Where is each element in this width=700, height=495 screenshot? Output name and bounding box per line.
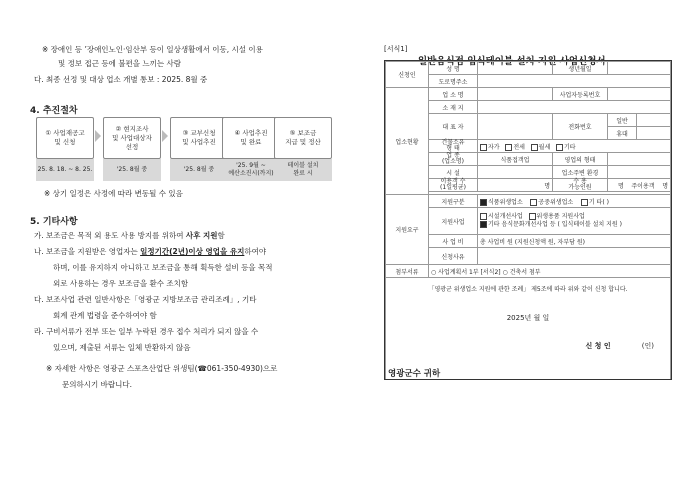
phone-mobile-label: 휴대 bbox=[608, 127, 637, 140]
seal-mark: (인) bbox=[641, 342, 654, 350]
rep-label: 대 표 자 bbox=[429, 114, 478, 140]
capacity-field[interactable]: 명 주이용객 명 bbox=[608, 179, 671, 192]
own-option[interactable]: 전세 bbox=[505, 144, 525, 151]
step-arrow-icon bbox=[95, 130, 101, 142]
step-date: '25. 8월 중 bbox=[170, 159, 228, 181]
biz-no-field[interactable] bbox=[608, 88, 671, 101]
declaration-text: 「영광군 위생업소 지원에 관한 조례」 제5조에 따라 위와 같이 신청 합니다. bbox=[428, 286, 628, 293]
sup-type-option[interactable]: 식품위생업소 bbox=[480, 199, 523, 206]
sup-type-label: 지원구분 bbox=[429, 195, 478, 208]
note-disability: ※ 장애인 등 ’장애인노인·임산부 등이 일상생활에서 이동, 시설 이용 bbox=[42, 45, 263, 54]
industry-label: 업 종 (업소명) bbox=[429, 153, 478, 166]
checkbox-checked-icon bbox=[480, 199, 487, 206]
checkbox-icon bbox=[505, 144, 512, 151]
applicant-header: 신청인 bbox=[386, 62, 429, 88]
checkbox-checked-icon bbox=[480, 221, 487, 228]
item-na-line3: 외로 사용하는 경우 보조금을 환수 조치함 bbox=[53, 279, 189, 288]
form-label: [서식1] bbox=[384, 45, 408, 53]
biz-no-label: 사업자등록번호 bbox=[553, 88, 608, 101]
item-na: 나. 보조금을 지원받은 영업자는 일정기간(2년)이상 영업을 유지하여야 bbox=[34, 247, 267, 256]
own-option[interactable]: 월세 bbox=[531, 144, 551, 151]
section4-title: 4. 추진절차 bbox=[30, 106, 78, 116]
application-form bbox=[384, 60, 672, 380]
contact-note-line2: 문의하시기 바랍니다. bbox=[62, 380, 132, 389]
dob-label: 생년월일 bbox=[553, 62, 608, 75]
ownership-label: 건물소유 형 태 bbox=[429, 140, 478, 153]
addressee: 영광군수 귀하 bbox=[388, 369, 441, 379]
contact-note: ※ 자세한 사항은 영광군 스포츠산업단 위생팀(☎061-350-4930)으로 bbox=[46, 364, 278, 373]
form-table bbox=[385, 61, 671, 379]
shop-name-label: 업 소 명 bbox=[429, 88, 478, 101]
checkbox-icon bbox=[531, 144, 538, 151]
schedule-footnote: ※ 상기 일정은 사정에 따라 변동될 수 있음 bbox=[44, 189, 183, 198]
form-title: 일반음식점 입식테이블 설치 지원 사업신청서 bbox=[418, 56, 606, 67]
note-final-selection: 다. 최종 선정 및 대상 업소 개별 통보 : 2025. 8월 중 bbox=[34, 75, 208, 84]
reason-label: 신청사유 bbox=[429, 248, 478, 265]
phone-general-field[interactable] bbox=[637, 114, 671, 127]
biz-type-label: 영업의 형태 bbox=[553, 153, 608, 166]
sup-biz-options bbox=[478, 208, 671, 235]
location-field[interactable] bbox=[478, 101, 671, 114]
fac-status-field[interactable] bbox=[608, 166, 671, 179]
checkbox-icon bbox=[480, 213, 487, 220]
step-date: 25. 8. 18. ~ 8. 25. bbox=[36, 159, 94, 181]
signer-line: 신 청 인 (인) bbox=[585, 342, 654, 350]
fac-status-label: 업소주변 환경 bbox=[553, 166, 608, 179]
phone-label: 전화번호 bbox=[553, 114, 608, 140]
facility-field[interactable] bbox=[478, 166, 553, 179]
checkbox-icon bbox=[556, 144, 563, 151]
sup-biz-option[interactable]: 위생용품 지원사업 bbox=[529, 213, 585, 220]
declaration-block bbox=[386, 278, 671, 380]
rep-field[interactable] bbox=[478, 114, 553, 140]
item-da: 다. 보조사업 관련 일반사항은「영광군 지방보조금 관리조례」, 기타 bbox=[34, 295, 257, 304]
item-ra: 라. 구비서류가 전부 또는 일부 누락된 경우 접수 처리가 되지 않을 수 bbox=[34, 327, 259, 336]
step-label: ① 사업재공고 및 신청 bbox=[36, 117, 94, 159]
facility-label: 시 설 bbox=[429, 166, 478, 179]
docs-value: ○ 사업계획서 1부 [서식2] ○ 건축서 첨부 bbox=[429, 265, 671, 278]
sup-type-option[interactable]: 공중위생업소 bbox=[530, 199, 573, 206]
sup-biz-option[interactable]: 시설개선사업 bbox=[480, 213, 523, 220]
section5-title: 5. 기타사항 bbox=[30, 217, 78, 227]
location-label: 소 재 지 bbox=[429, 101, 478, 114]
sup-biz-label: 지원사업 bbox=[429, 208, 478, 235]
cost-field[interactable]: 총 사업비 원 (지원신청액 원, 자부담 원) bbox=[478, 235, 671, 248]
checkbox-icon bbox=[529, 213, 536, 220]
business-header: 업소현황 bbox=[386, 88, 429, 195]
docs-label: 첨부서류 bbox=[386, 265, 429, 278]
biz-type-field[interactable] bbox=[608, 153, 671, 166]
checkbox-icon bbox=[581, 199, 588, 206]
weekly-label: 주이용객 bbox=[631, 182, 655, 190]
step-label: ⑤ 보조금 지급 및 정산 bbox=[274, 117, 332, 159]
name-field[interactable] bbox=[478, 62, 553, 75]
step-label: ② 현지조사 및 사업대상자 선정 bbox=[103, 117, 161, 159]
seats-label: 이용객 수 (1일평균) bbox=[429, 179, 478, 192]
ownership-options bbox=[478, 140, 671, 153]
item-na-line2: 하며, 이를 유지하지 아니하고 보조금을 통해 획득한 설비 등을 목적 bbox=[53, 263, 273, 272]
date-line: 2025년 월 일 bbox=[506, 314, 550, 322]
sup-biz-option[interactable]: 기타 음식문화개선사업 등 ( 입식테이블 설치 지원 ) bbox=[480, 221, 622, 228]
phone-mobile-field[interactable] bbox=[637, 127, 671, 140]
step-arrow-icon bbox=[162, 130, 168, 142]
step-date: '25. 9월 ~ 예산소진시(까지) bbox=[222, 159, 280, 181]
capacity-label: 수 용 가능인원 bbox=[553, 179, 608, 192]
step-date: '25. 8월 중 bbox=[103, 159, 161, 181]
industry-value: 식품접객업 bbox=[478, 153, 553, 166]
step-label: ③ 교부신청 및 사업추진 bbox=[170, 117, 228, 159]
own-option[interactable]: 자가 bbox=[480, 144, 500, 151]
item-ga: 가. 보조금은 목적 외 용도 사용 방지를 위하여 사후 지원함 bbox=[34, 231, 225, 240]
step-label: ④ 사업추진 및 완료 bbox=[222, 117, 280, 159]
checkbox-icon bbox=[480, 144, 487, 151]
left-column bbox=[0, 0, 345, 495]
address-field[interactable] bbox=[478, 75, 671, 88]
dob-field[interactable] bbox=[608, 62, 671, 75]
shop-name-field[interactable] bbox=[478, 88, 553, 101]
address-label: 도로명주소 bbox=[429, 75, 478, 88]
phone-general-label: 일반 bbox=[608, 114, 637, 127]
own-option[interactable]: 기타 bbox=[556, 144, 576, 151]
sup-type-options bbox=[478, 195, 671, 208]
name-label: 성 명 bbox=[429, 62, 478, 75]
cost-label: 사 업 비 bbox=[429, 235, 478, 248]
item-da-line2: 회계 관계 법령을 준수하여야 함 bbox=[53, 311, 157, 320]
sup-type-option[interactable]: 기 타( ) bbox=[581, 199, 609, 206]
note-disability-line2: 및 정보 접근 등에 불편을 느끼는 사람 bbox=[58, 59, 181, 68]
checkbox-icon bbox=[530, 199, 537, 206]
seats-field[interactable]: 명 bbox=[478, 179, 553, 192]
item-ra-line2: 있으며, 제출된 서류는 일체 반환하지 않음 bbox=[53, 343, 191, 352]
support-header: 지원요구 bbox=[386, 195, 429, 265]
reason-field[interactable] bbox=[478, 248, 671, 265]
step-date: 테이블 설치 완료 시 bbox=[274, 159, 332, 181]
